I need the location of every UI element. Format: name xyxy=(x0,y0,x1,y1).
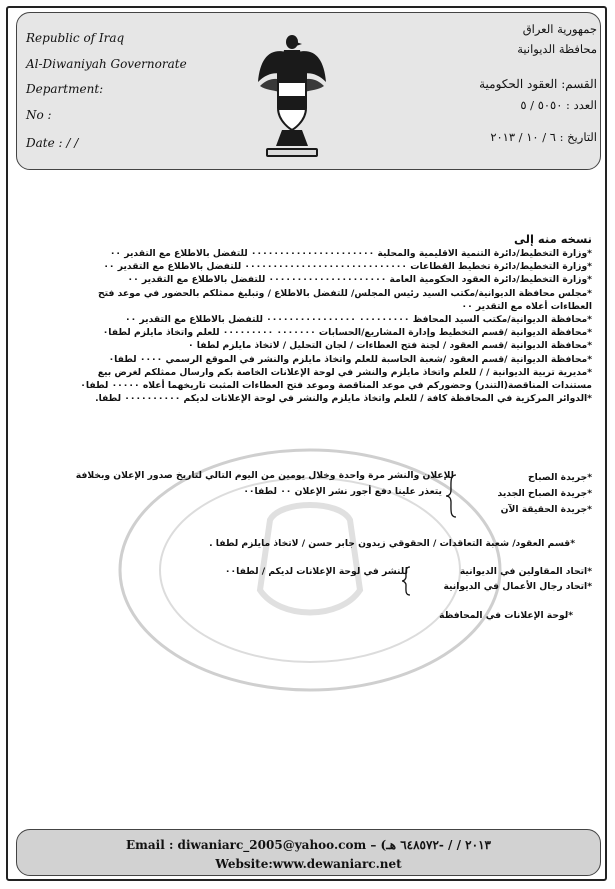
copy-to-title: نسخه منه إلى xyxy=(514,232,592,246)
unions-group xyxy=(26,566,592,596)
newspaper-item: *جريدة الصباح xyxy=(528,472,592,483)
union-item: *اتحاد المقاولين في الديوانية xyxy=(459,566,592,577)
recipient-line: *وزارة التخطيط/دائرة العقود الحكومية العامة ٠٠٠٠٠٠٠٠٠٠٠٠٠٠٠٠٠٠٠٠٠ للتفضل بالاطلاع مع التقدير ٠٠ xyxy=(127,274,592,286)
recipient-line: مستندات المناقصة(التندر) وحضوركم في موعد المناقصة وموعد فتح العطاءات المثبت تاريخهما أعلاه ٠٠٠٠٠ لطفا٠ xyxy=(80,380,592,392)
date-ar: التاريخ : ٦ / ١٠ / ٢٠١٣ xyxy=(490,130,597,144)
newspapers-note: للإعلان والنشر مرة واحدة وخلال يومين من اليوم التالي لتاريخ صدور الإعلان وبخلافة xyxy=(75,470,454,481)
newspapers-note: يتعذر علينا دفع أجور نشر الإعلان ٠٠ لطفا٠٠ xyxy=(243,486,442,497)
recipient-line: العطاءات أعلاه مع التقدير ٠٠ xyxy=(461,300,592,312)
country-ar: جمهورية العراق xyxy=(522,22,597,36)
footer xyxy=(16,829,601,876)
recipient-line: *مديرية تربية الديوانية / / للعلم واتخاذ مايلزم والنشر في لوحة الإعلانات الخاصة بكم وارسال ممثلكم لغرض بيع xyxy=(97,366,592,378)
newspapers-group xyxy=(26,470,592,520)
recipient-line: *محافظة الديوانية/مكتب السيد المحافظ ٠٠٠٠٠٠٠٠٠ ٠٠٠٠٠٠٠٠٠٠٠٠٠٠٠٠ للتفضل بالاطلاع مع التقدير ٠٠ xyxy=(125,314,592,326)
recipient-line: *الدوائر المركزية في المحافظة كافة / للعلم واتخاذ مايلزم والنشر في لوحة الإعلانات لديكم ٠٠٠٠٠٠٠٠٠٠ لطفا. xyxy=(95,393,592,405)
recipient-line: *محافظة الديوانية /قسم العقود /شعبة الحاسبة للعلم واتخاذ مايلزم والنشر في الموقع الرسمي ٠٠٠٠ لطفا٠ xyxy=(108,353,592,365)
brace-icon xyxy=(400,566,412,596)
country-en: Republic of Iraq xyxy=(26,31,125,45)
recipient-line: *وزارة التخطيط/دائرة تخطيط القطاعات ٠٠٠٠٠٠٠٠٠٠٠٠٠٠٠٠٠٠٠٠٠٠٠٠٠٠٠٠٠ للتفضل بالاطلاع مع التقدير ٠٠ xyxy=(103,261,592,273)
footer-email: Email : diwaniarc_2005@yahoo.com – (٢٠١٣ / / -٦٤٨٥٧٢ هـ xyxy=(126,838,491,852)
board-line: *لوحة الإعلانات في المحافظة xyxy=(439,610,573,621)
department-en: Department: xyxy=(26,82,104,96)
union-item: *اتحاد رجال الأعمال في الديوانية xyxy=(443,581,592,592)
governorate-ar: محافظة الديوانية xyxy=(517,42,597,56)
unions-note: للنشر في لوحة الإعلانات لديكم / لطفا٠٠ xyxy=(224,566,408,577)
recipient-line: *مجلس محافظة الديوانية/مكتب السيد رئيس المجلس/ للتفضل بالاطلاع / وتبليغ ممثلكم بالحضور في موعد فتح xyxy=(98,287,592,299)
letterhead-arabic xyxy=(397,20,597,160)
number-en: No : xyxy=(26,108,52,122)
governorate-en: Al-Diwaniyah Governorate xyxy=(26,57,187,71)
newspaper-item: *جريدة الصباح الجديد xyxy=(497,488,592,499)
recipient-line: *وزارة التخطيط/دائرة التنمية الاقليمية والمحلية ٠٠٠٠٠٠٠٠٠٠٠٠٠٠٠٠٠٠٠٠٠٠ للتفضل بالاطلاع مع التقدير ٠٠ xyxy=(109,248,592,259)
department-ar: القسم: العقود الحكومية xyxy=(479,77,597,91)
brace-icon xyxy=(444,474,458,518)
distribution-list xyxy=(26,232,592,405)
date-en: Date : / / xyxy=(26,136,79,150)
eagle-emblem-icon xyxy=(256,30,328,164)
newspaper-item: *جريدة الحقيقة الآن xyxy=(500,504,592,515)
recipient-line: *محافظة الديوانية /قسم العقود / لجنة فتح العطاءات / لجان التحليل / لاتخاذ مايلزم لطفا ٠ xyxy=(188,340,592,352)
footer-website: Website:www.dewaniarc.net xyxy=(215,857,402,871)
number-ar: العدد : ٥٠٥٠ / ٥ xyxy=(520,98,597,112)
contracts-line: *قسم العقود/ شعبة التعاقدات / الحقوقي زيدون جابر حسن / لاتخاذ مايلزم لطفا . xyxy=(209,538,575,549)
recipient-line: *محافظة الديوانية /قسم التخطيط وإدارة المشاريع/الحسابات ٠٠٠٠٠٠٠ ٠٠٠٠٠٠٠٠٠ للعلم واتخاذ مايلزم لطفا٠ xyxy=(102,327,592,339)
